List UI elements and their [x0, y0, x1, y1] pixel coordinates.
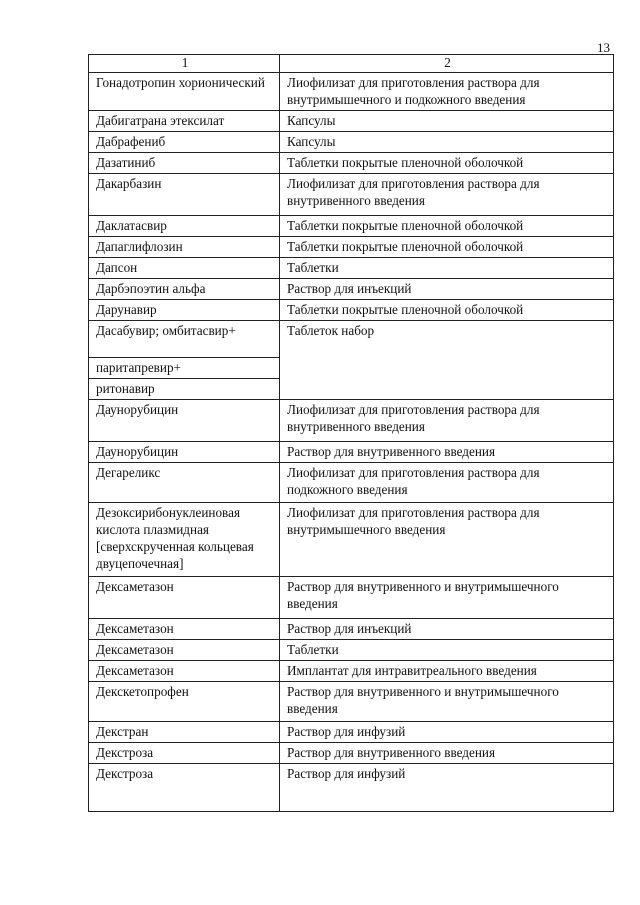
- table-row: [89, 619, 614, 640]
- table-row: [89, 111, 614, 132]
- dosage-form-cell: Капсулы: [280, 132, 614, 153]
- dosage-form-cell: Раствор для инъекций: [280, 619, 614, 640]
- drug-name-cell: Дексаметазон: [89, 619, 280, 640]
- drug-name-cell: Дарунавир: [89, 300, 280, 321]
- dosage-form-cell: Лиофилизат для приготовления раствора для внутримышечного и подкожного введения: [280, 73, 614, 111]
- drug-name-cell: Дакарбазин: [89, 174, 280, 216]
- drug-name-cell: Декстроза: [89, 764, 280, 812]
- drug-name-cell: Декстроза: [89, 743, 280, 764]
- dosage-form-cell: Таблетки покрытые пленочной оболочкой: [280, 300, 614, 321]
- dosage-form-cell: Лиофилизат для приготовления раствора для внутривенного введения: [280, 174, 614, 216]
- dosage-form-cell: Лиофилизат для приготовления раствора для внутримышечного введения: [280, 503, 614, 577]
- table-row: [89, 661, 614, 682]
- table-row: [89, 503, 614, 577]
- dosage-form-cell: Имплантат для интравитреального введения: [280, 661, 614, 682]
- table-row: [89, 279, 614, 300]
- drug-name-cell: Дапсон: [89, 258, 280, 279]
- table-row: [89, 722, 614, 743]
- table-row: [89, 682, 614, 722]
- dosage-form-cell: Таблетки: [280, 258, 614, 279]
- table-row: [89, 300, 614, 321]
- dosage-form-cell: Раствор для внутривенного и внутримышечного введения: [280, 577, 614, 619]
- table-row: [89, 743, 614, 764]
- drug-name-cell: Дарбэпоэтин альфа: [89, 279, 280, 300]
- drug-name-cell: Дезоксирибонуклеиновая кислота плазмидная [сверхскрученная кольцевая двуцепочечная]: [89, 503, 280, 577]
- column-header-1: 1: [89, 55, 280, 73]
- drug-name-cell: Дасабувир; омбитасвир+: [89, 321, 280, 358]
- drug-name-cell: Даунорубицин: [89, 400, 280, 442]
- column-header-2: 2: [280, 55, 614, 73]
- drug-table: [88, 54, 614, 812]
- drug-name-cell: Дексаметазон: [89, 640, 280, 661]
- drug-name-cell: Дексаметазон: [89, 577, 280, 619]
- dosage-form-cell: Раствор для инфузий: [280, 722, 614, 743]
- table-row: [89, 216, 614, 237]
- drug-name-cell: Даклатасвир: [89, 216, 280, 237]
- dosage-form-cell: Лиофилизат для приготовления раствора для подкожного введения: [280, 463, 614, 503]
- table-row: [89, 640, 614, 661]
- drug-name-cell: Дазатиниб: [89, 153, 280, 174]
- dosage-form-cell: Лиофилизат для приготовления раствора для внутривенного введения: [280, 400, 614, 442]
- dosage-form-cell: Таблетки покрытые пленочной оболочкой: [280, 216, 614, 237]
- table-row: [89, 132, 614, 153]
- table-row: [89, 321, 614, 358]
- dosage-form-cell: Раствор для внутривенного введения: [280, 743, 614, 764]
- dosage-form-cell: Таблетки покрытые пленочной оболочкой: [280, 153, 614, 174]
- dosage-form-cell: Раствор для внутривенного и внутримышечного введения: [280, 682, 614, 722]
- dosage-form-cell: Раствор для инъекций: [280, 279, 614, 300]
- drug-name-cell: Даунорубицин: [89, 442, 280, 463]
- dosage-form-cell: Раствор для внутривенного введения: [280, 442, 614, 463]
- dosage-form-cell: Таблеток набор: [280, 321, 614, 400]
- table-row: [89, 258, 614, 279]
- table-row: [89, 153, 614, 174]
- drug-name-cell: Дабрафениб: [89, 132, 280, 153]
- drug-name-cell: Декскетопрофен: [89, 682, 280, 722]
- table-header-row: [89, 55, 614, 73]
- table-row: [89, 400, 614, 442]
- table-row: [89, 463, 614, 503]
- dosage-form-cell: Таблетки: [280, 640, 614, 661]
- page-number: 13: [597, 40, 610, 55]
- drug-name-cell: Дексаметазон: [89, 661, 280, 682]
- dosage-form-cell: Раствор для инфузий: [280, 764, 614, 812]
- drug-name-cell: Дабигатрана этексилат: [89, 111, 280, 132]
- table-row: [89, 73, 614, 111]
- drug-name-cell: Дегареликс: [89, 463, 280, 503]
- drug-name-cell: паритапревир+: [89, 358, 280, 379]
- table-row: [89, 237, 614, 258]
- drug-name-cell: Декстран: [89, 722, 280, 743]
- table-row: [89, 764, 614, 812]
- drug-name-cell: Дапаглифлозин: [89, 237, 280, 258]
- dosage-form-cell: Капсулы: [280, 111, 614, 132]
- table-row: [89, 442, 614, 463]
- table-row: [89, 174, 614, 216]
- drug-name-cell: Гонадотропин хорионический: [89, 73, 280, 111]
- table-row: [89, 577, 614, 619]
- drug-name-cell: ритонавир: [89, 379, 280, 400]
- dosage-form-cell: Таблетки покрытые пленочной оболочкой: [280, 237, 614, 258]
